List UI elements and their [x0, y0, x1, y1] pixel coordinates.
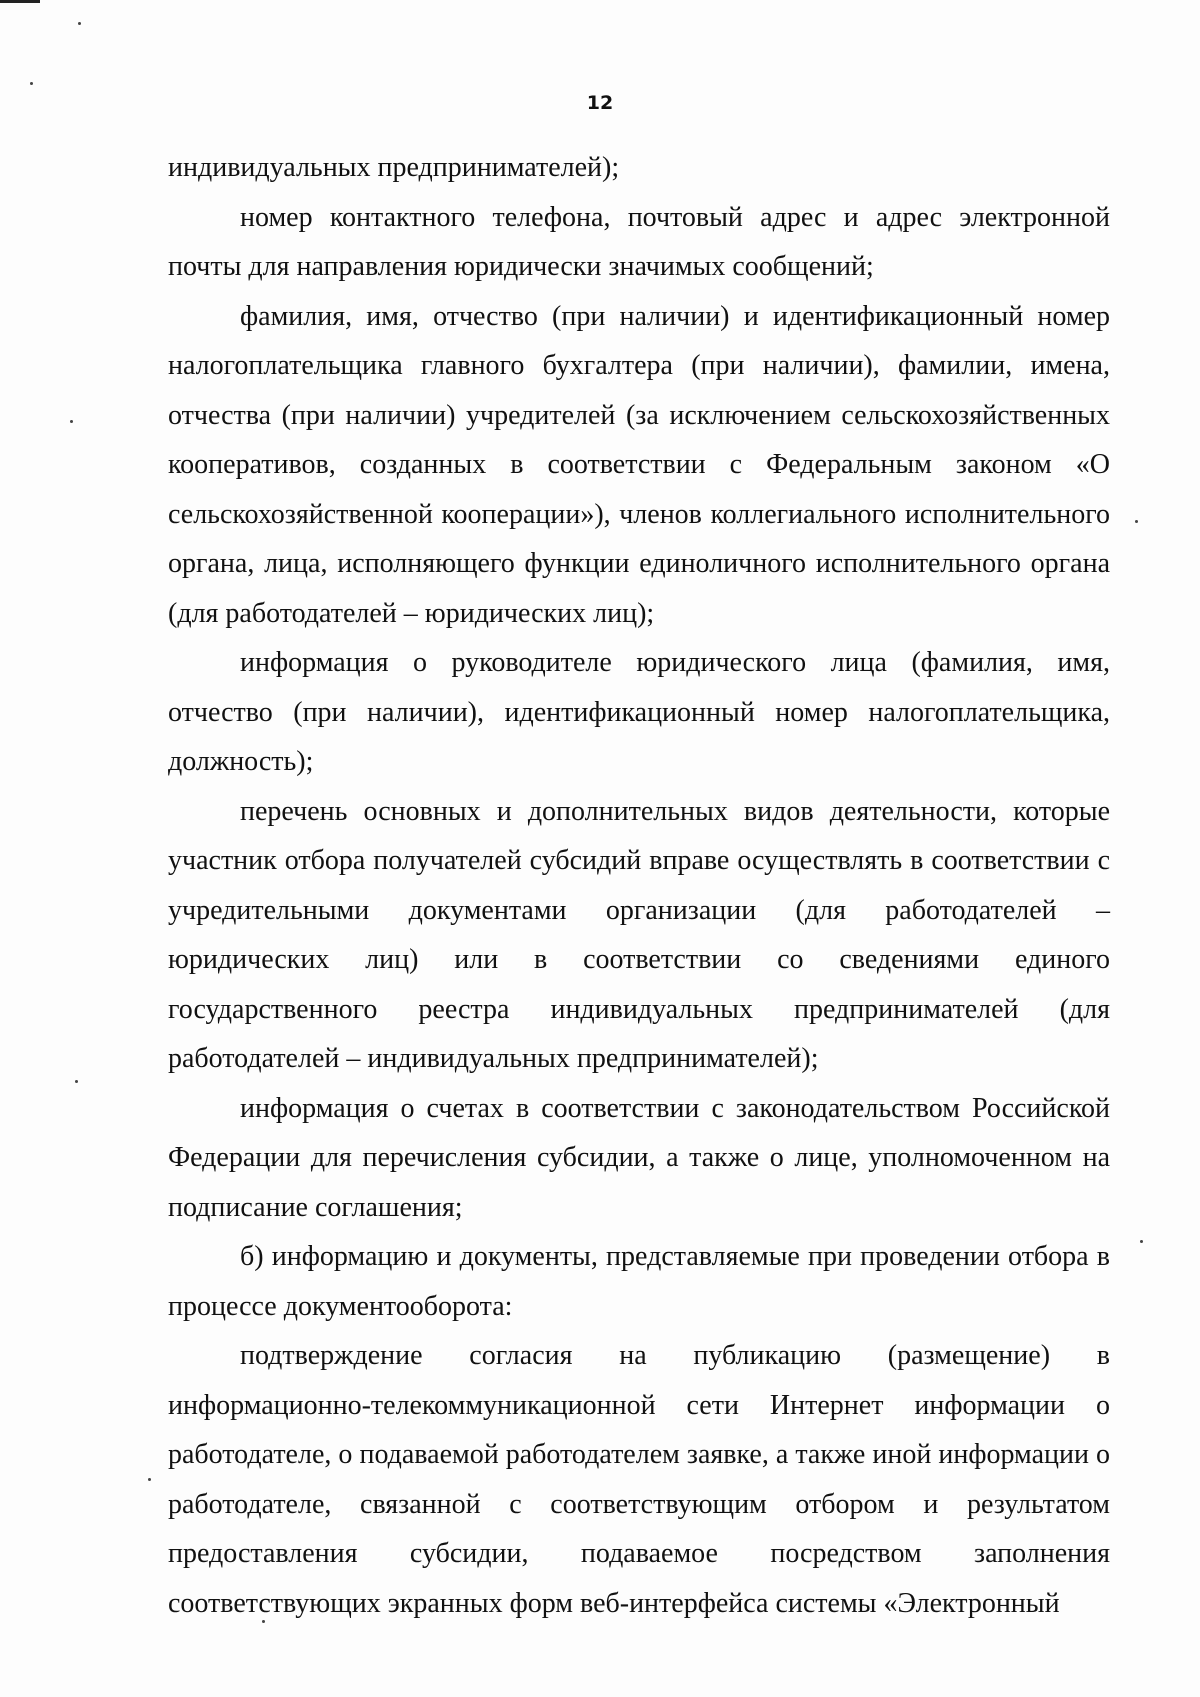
document-body — [168, 143, 1110, 1628]
paragraph: информация о счетах в соответствии с законодательством Российской Федерации для перечисления субсидии, а также о лице, уполномоченном на подписание соглашения; — [168, 1092, 1110, 1223]
paragraph: индивидуальных предпринимателей); — [168, 152, 620, 183]
scan-speck — [30, 82, 33, 85]
paragraph: фамилия, имя, отчество (при наличии) и идентификационный номер налогоплательщика главного бухгалтера (при наличии), фамилии, имена, отчества (при наличии) учредителей (за исключением сельскохозяйственных кооперативов, созданных в соответствии с Федеральным законом «О сельскохозяйственной кооперации»), членов коллегиального исполнительного органа, лица, исполняющего функции единоличного исполнительного органа (для работодателей – юридических лиц); — [168, 300, 1110, 629]
paragraph: номер контактного телефона, почтовый адрес и адрес электронной почты для направления юридически значимых сообщений; — [168, 201, 1110, 282]
page-number: 12 — [586, 92, 614, 114]
paragraph: перечень основных и дополнительных видов деятельности, которые участник отбора получателей субсидий вправе осуществлять в соответствии с учредительными документами организации (для работодателей – юридических лиц) или в соответствии со сведениями единого государственного реестра индивидуальных предпринимателей (для работодателей – индивидуальных предпринимателей); — [168, 795, 1110, 1074]
scan-speck — [262, 1620, 265, 1623]
scan-speck — [148, 1478, 151, 1481]
scan-speck — [78, 22, 81, 25]
paragraph: подтверждение согласия на публикацию (размещение) в информационно-телекоммуникационной сети Интернет информации о работодателе, о подаваемой работодателем заявке, а также иной информации о работодателе, связанной с соответствующим отбором и результатом предоставления субсидии, подаваемое посредством заполнения соответствующих экранных форм веб-интерфейса системы «Электронный — [168, 1340, 1110, 1619]
scan-speck — [1135, 520, 1138, 523]
paragraph: информация о руководителе юридического лица (фамилия, имя, отчество (при наличии), идентификационный номер налогоплательщика, должность); — [168, 647, 1110, 777]
scan-corner-mark — [0, 0, 40, 3]
scan-speck — [75, 1080, 78, 1083]
paragraph: б) информацию и документы, представляемые при проведении отбора в процессе документооборота: — [168, 1241, 1110, 1322]
scan-speck — [1140, 1240, 1143, 1243]
scan-speck — [70, 420, 73, 423]
